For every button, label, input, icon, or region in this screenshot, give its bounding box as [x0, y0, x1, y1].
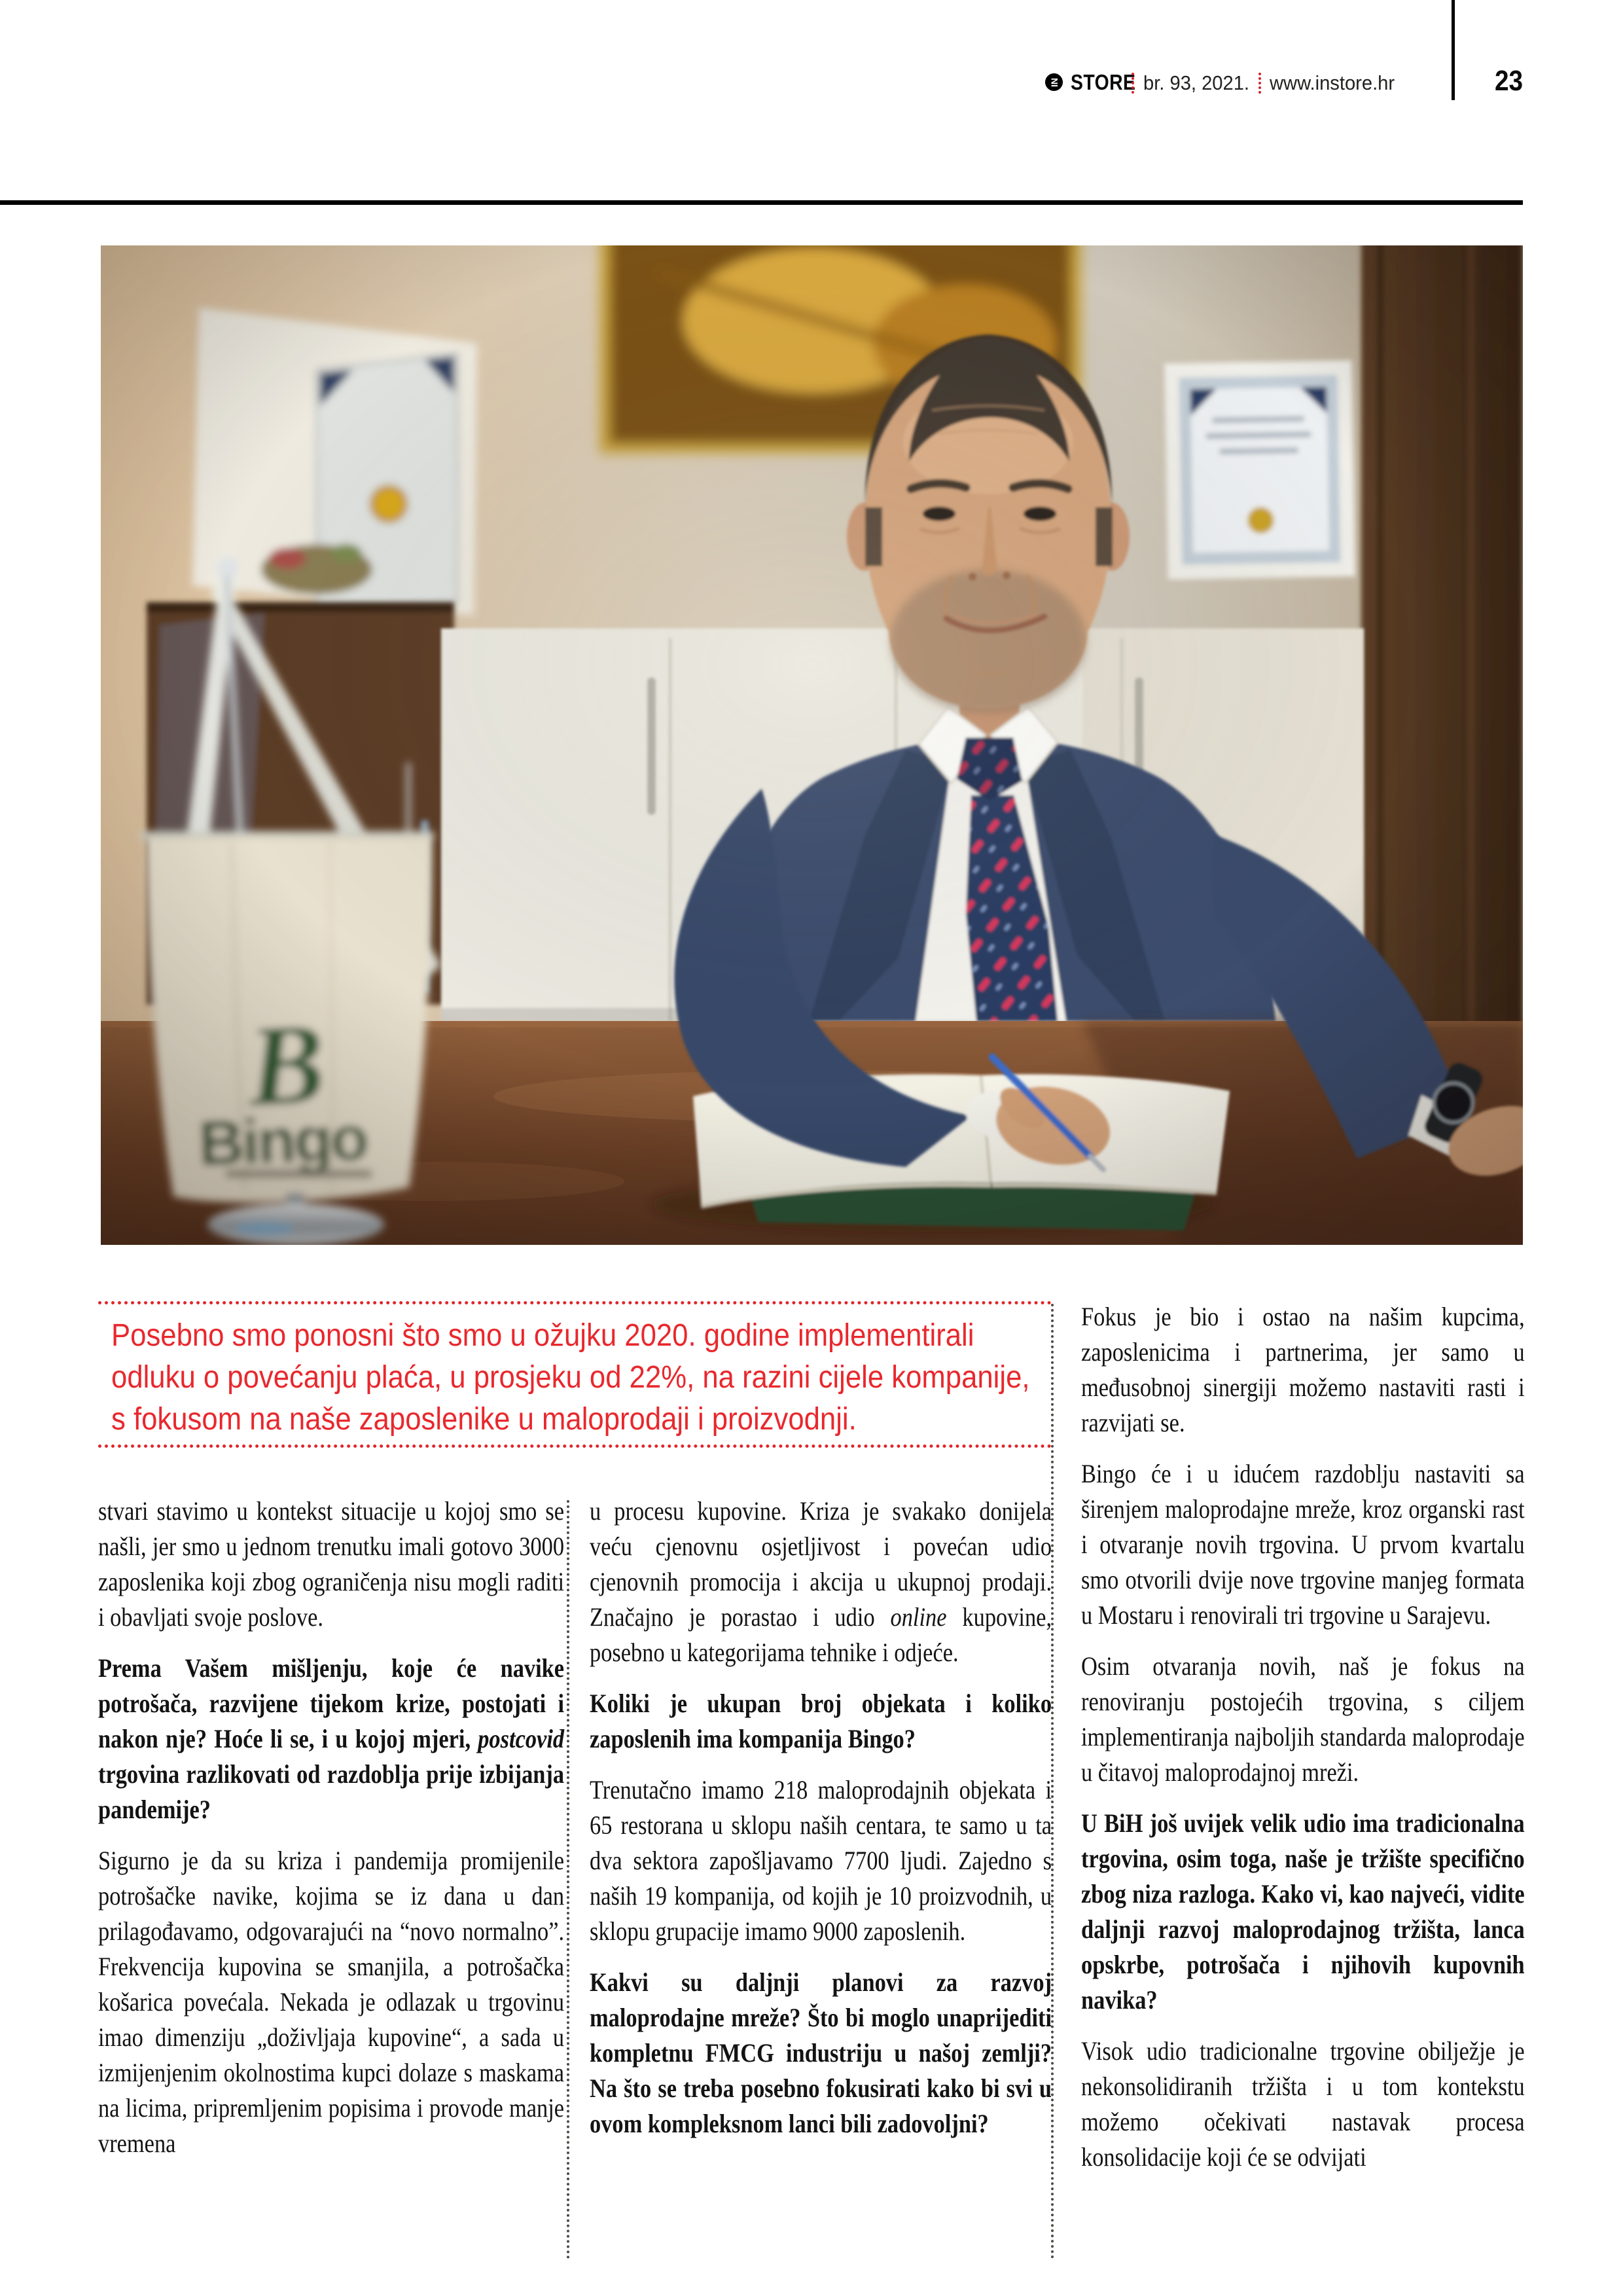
header-divider — [1452, 0, 1455, 100]
interview-question — [98, 1651, 564, 1827]
interview-question: Koliki je ukupan broj objekata i koliko zaposlenih ima kompanija Bingo? — [590, 1689, 1052, 1753]
paragraph-text: u procesu kupovine. Kriza je svakako donijela veću cjenovnu osjetljivost i povećan udio cjenovnih promocija i akcija u ukupnoj prodaji. Značajno je porastao i udio — [590, 1496, 1052, 1632]
instore-logo-monogram: IN — [1048, 77, 1060, 87]
question-text: Prema Vašem mišljenju, koje će navike potrošača, razvijene tijekom krize, postojati i nakon nje? Hoće li se, i u kojoj mjeri, — [98, 1653, 565, 1753]
header-dotted-separator — [1132, 73, 1134, 94]
article-paragraph: Trenutačno imamo 218 maloprodajnih objekata i 65 restorana u sklopu naših centara, te samo u ta dva sektora zapošljavamo 7700 ljudi. Zajedno s naših 19 kompanija, od kojih je 10 proizvodnih, u sklopu grupacije imamo 9000 zaposlenih. — [590, 1775, 1052, 1946]
interview-question: U BiH još uvijek velik udio ima tradicionalna trgovina, osim toga, naše je tržište specifično zbog niza razloga. Kako vi, kao najveći, vidite daljnji razvoj maloprodajnog tržišta, lanca opskrbe, potrošača i njihovih kupovnih navika? — [1081, 1808, 1525, 2015]
question-emphasis: postcovid — [478, 1724, 565, 1753]
article-paragraph — [590, 1494, 1052, 1670]
top-rule — [0, 200, 1523, 205]
website-url: www.instore.hr — [1270, 71, 1395, 94]
instore-logo-icon — [1045, 73, 1063, 91]
photo-vignette — [101, 245, 1523, 1245]
issue-number: br. 93, 2021. — [1143, 71, 1250, 94]
header-dotted-separator — [1258, 73, 1261, 94]
article-column-3 — [1081, 1299, 1525, 2191]
article-paragraph: Sigurno je da su kriza i pandemija promijenile potrošačke navike, kojima se iz dana u dan prilagođavamo, odgovarajući na “novo normalno”. Frekvencija kupovina se smanjila, a potrošačka košarica povećala. Nekada je odlazak u trgovinu imao dimenziju „doživljaja kupovine“, a sada u izmijenjenim okolnostima kupci dolaze s maskama na licima, pripremljenim popisima i provode manje vremena — [98, 1846, 565, 2158]
article-paragraph: Osim otvaranja novih, naš je fokus na renoviranju postojećih trgovina, s ciljem implementiranja najboljih standarda maloprodaje u čitavoj maloprodajnoj mreži. — [1081, 1651, 1525, 1787]
question-text: trgovina razlikovati od razdoblja prije izbijanja pandemije? — [98, 1759, 565, 1824]
brand-name: STORE — [1071, 70, 1136, 94]
article-column-2 — [590, 1494, 1052, 2157]
article-paragraph: Visok udio tradicionalne trgovine obilježje je nekonsolidiranih tržišta i u tom kontekstu možemo očekivati nastavak procesa konsolidacije koji će se odvijati — [1081, 2036, 1525, 2172]
article-paragraph: Bingo će i u idućem razdoblju nastaviti sa širenjem maloprodajne mreže, kroz organski rast i otvaranje novih trgovina. U prvom kvartalu smo otvorili dvije nove trgovine manjeg formata u Mostaru i renovirali tri trgovine u Sarajevu. — [1081, 1459, 1525, 1630]
paragraph-text: kupovine, posebno u kategorijama tehnike i odjeće. — [590, 1602, 1052, 1667]
interview-photo — [101, 245, 1523, 1245]
interview-question: Kakvi su daljnji planovi za razvoj maloprodajne mreže? Što bi moglo unaprijediti kompletnu FMCG industriju u našoj zemlji? Na što se treba posebno fokusirati kako bi svi u ovom kompleksnom lanci bili zadovoljni? — [590, 1967, 1052, 2138]
pull-quote — [98, 1301, 1052, 1448]
column-separator — [567, 1500, 569, 2259]
paragraph-emphasis: online — [890, 1602, 947, 1632]
page-number: 23 — [1495, 65, 1524, 97]
article-paragraph: Fokus je bio i ostao na našim kupcima, zaposlenicima i partnerima, jer samo u međusobnoj sinergiji možemo nastaviti rasti i razvijati se. — [1081, 1302, 1525, 1437]
article-paragraph: stvari stavimo u kontekst situacije u kojoj smo se našli, jer smo u jednom trenutku imali gotovo 3000 zaposlenika koji zbog ograničenja nisu mogli raditi i obavljati svoje poslove. — [98, 1496, 565, 1632]
pull-quote-text: Posebno smo ponosni što smo u ožujku 2020. godine implementirali odluku o povećanju plaća, u prosjeku od 22%, na razini cijele kompanije, s fokusom na naše zaposlenike u maloprodaji i proizvodnji. — [111, 1318, 1030, 1437]
article-column-1 — [98, 1494, 564, 2177]
